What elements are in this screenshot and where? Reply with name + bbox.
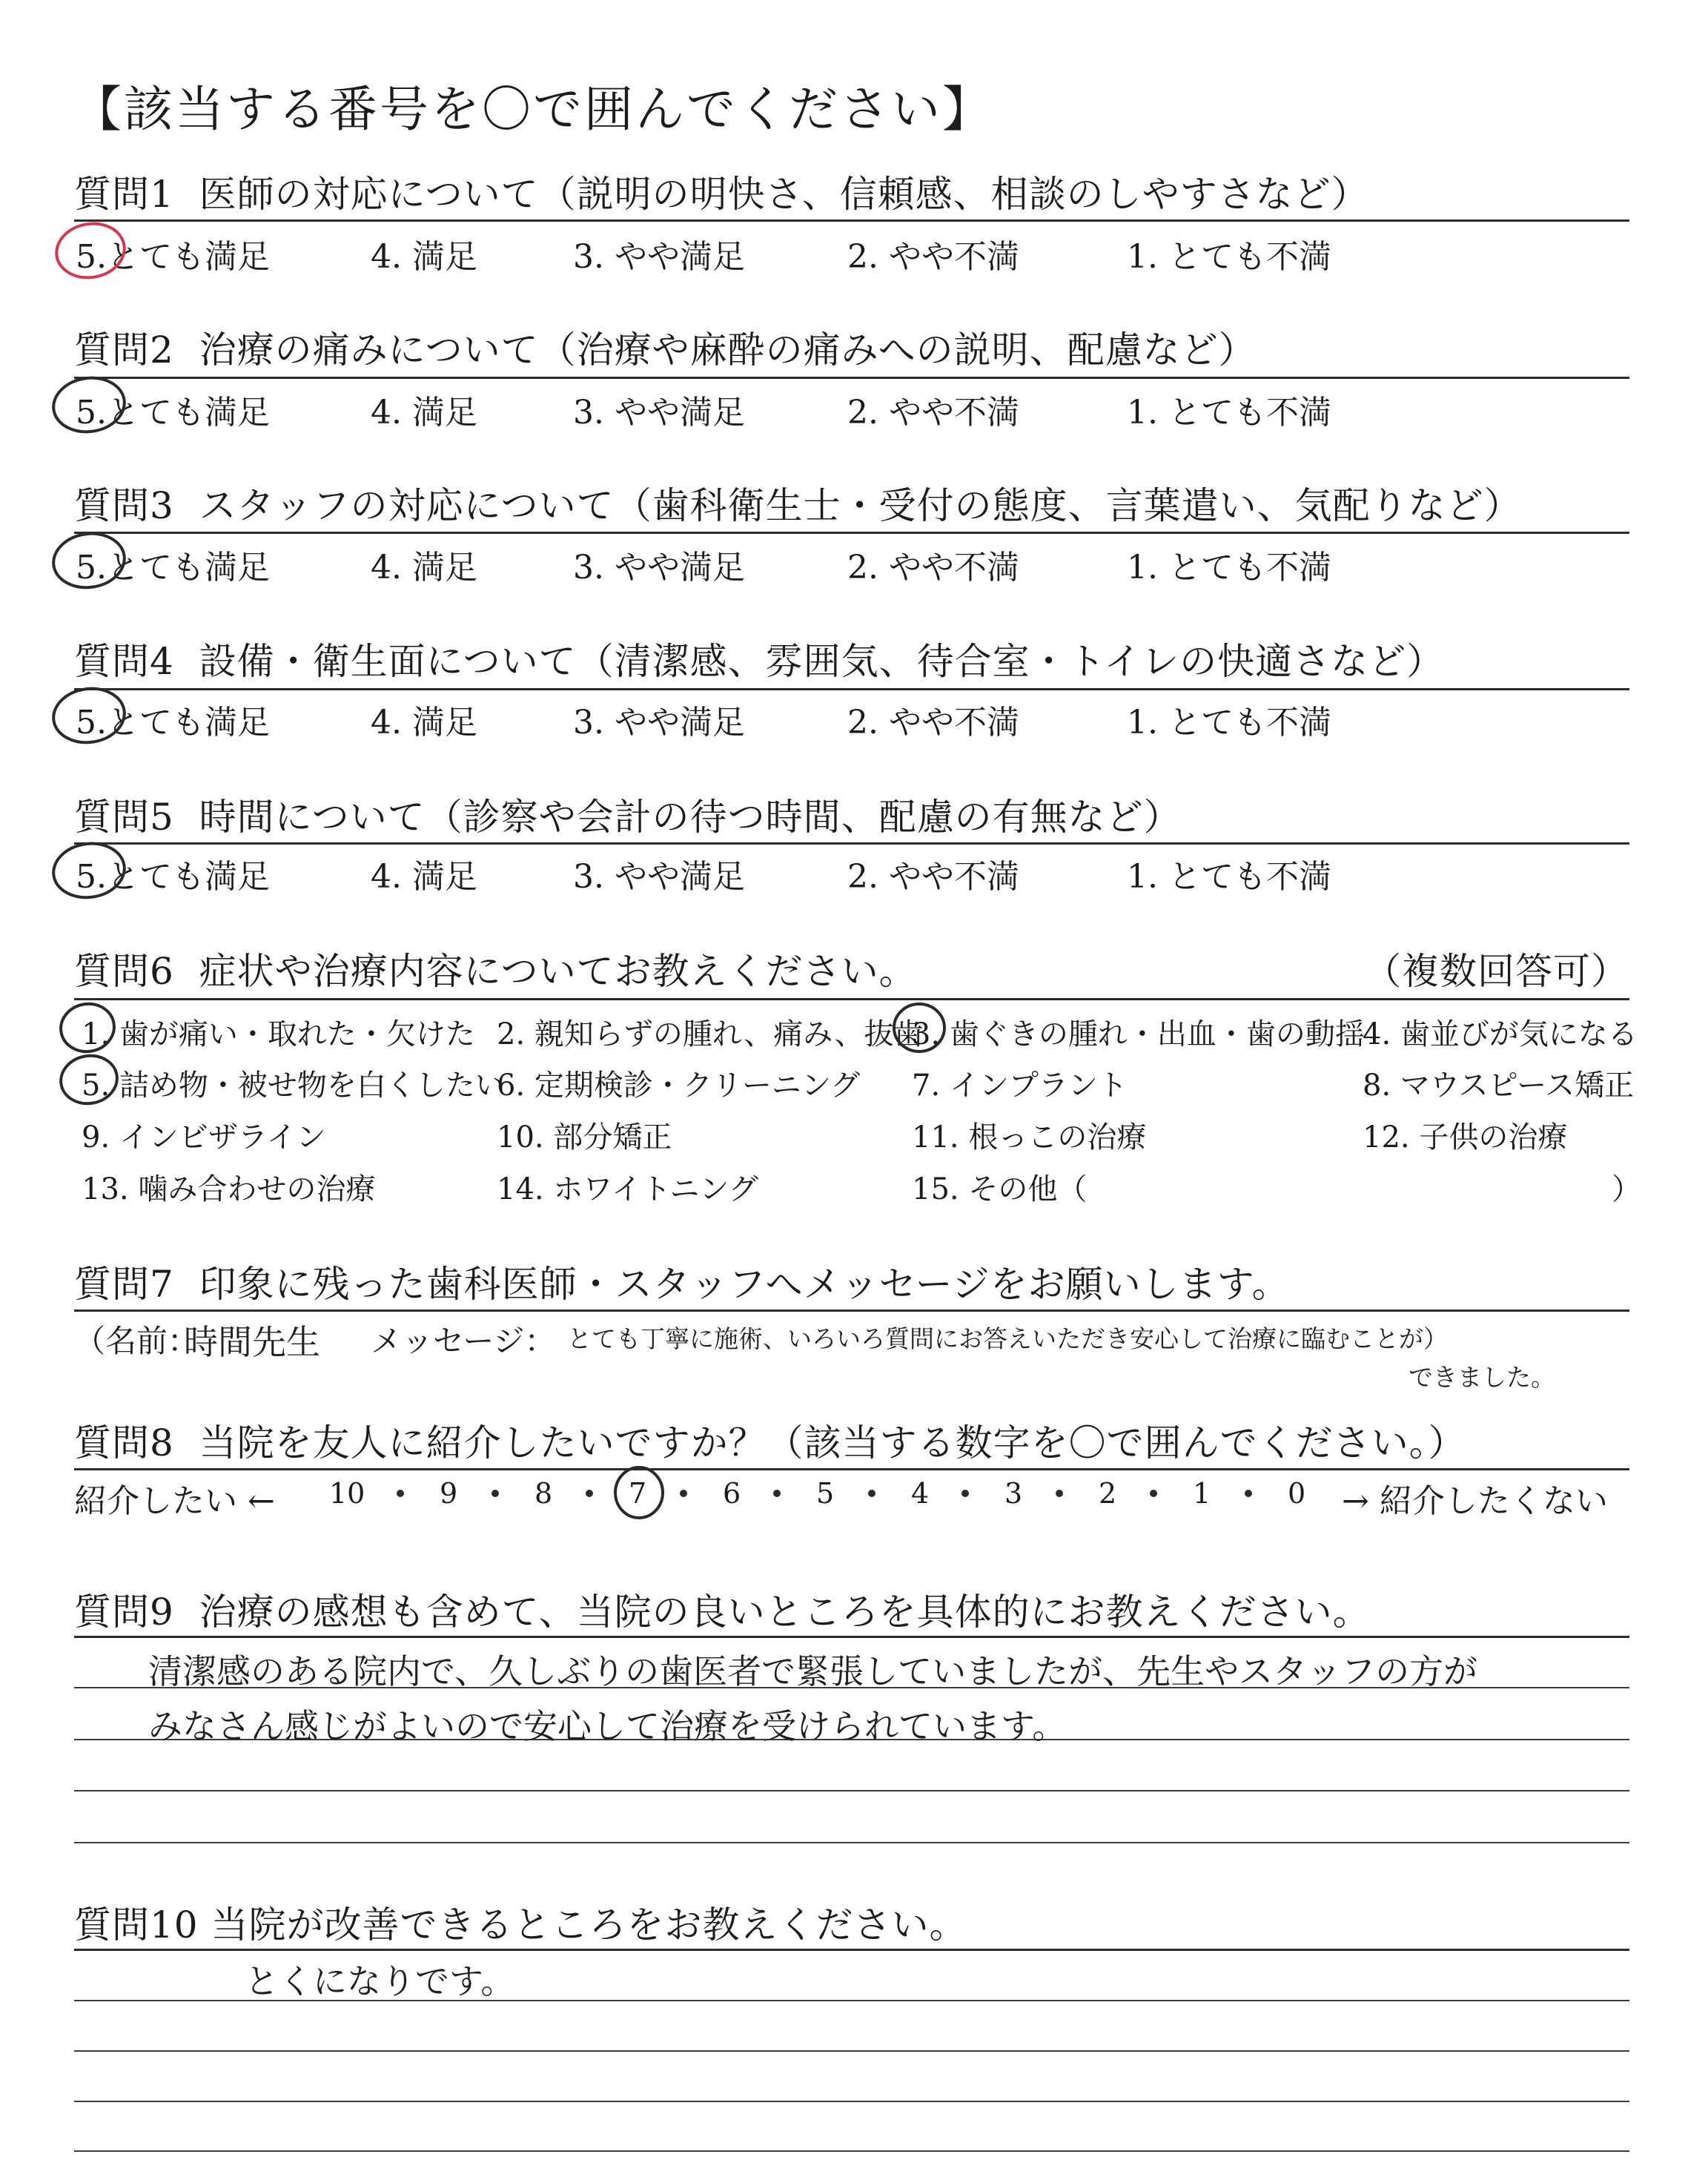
q6-text: 症状や治療内容についてお教えください。 [199, 950, 917, 993]
q6-option-6[interactable]: 6. 定期検診・クリーニング [497, 1069, 861, 1103]
q9-text: 治療の感想も含めて、当院の良いところを具体的にお教えください。 [199, 1591, 1371, 1634]
q6-option-5[interactable]: 5. 詰め物・被せ物を白くしたい [82, 1069, 505, 1103]
q7-name-value[interactable]: 時間先生 [184, 1322, 320, 1362]
q1-option-3[interactable]: 3. やや満足 [573, 238, 745, 276]
q3-option-2[interactable]: 2. やや不満 [847, 549, 1019, 587]
q8-score-4[interactable]: 4 [911, 1477, 930, 1510]
q6-selected-circle-5 [57, 1051, 121, 1108]
q6-option-7[interactable]: 7. インプラント [912, 1069, 1128, 1103]
q6-option-10[interactable]: 10. 部分矯正 [497, 1120, 672, 1155]
q6-option-1[interactable]: 1. 歯が痛い・取れた・欠けた [82, 1017, 475, 1051]
q4-option-2[interactable]: 2. やや不満 [847, 704, 1019, 742]
q3-selected-circle [50, 529, 128, 592]
q8-score-7[interactable]: 7 [629, 1477, 647, 1510]
q9-answer-line2[interactable]: みなさん感じがよいので安心して治療を受けられています。 [148, 1706, 1067, 1746]
q6-option-15-close: ） [1612, 1172, 1641, 1206]
q8-score-9[interactable]: 9 [440, 1477, 458, 1510]
q7-message-label: メッセージ： [371, 1323, 556, 1359]
q5-text: 時間について（診察や会計の待つ時間、配慮の有無など） [199, 796, 1182, 839]
q3-text: スタッフの対応について（歯科衛生士・受付の態度、言葉遣い、気配りなど） [199, 484, 1522, 527]
q6-option-13[interactable]: 13. 噛み合わせの治療 [82, 1172, 376, 1206]
q1-text: 医師の対応について（説明の明快さ、信頼感、相談のしやすさなど） [199, 173, 1369, 216]
q3-option-1[interactable]: 1. とても不満 [1127, 549, 1331, 587]
q1-option-2[interactable]: 2. やや不満 [847, 238, 1019, 276]
q1-option-1[interactable]: 1. とても不満 [1127, 238, 1331, 276]
q8-score-1[interactable]: 1 [1193, 1477, 1211, 1510]
q5-option-4[interactable]: 4. 満足 [371, 858, 477, 896]
q2-option-3[interactable]: 3. やや満足 [573, 394, 745, 432]
q7-name-label: （名前： [74, 1323, 199, 1359]
q2-option-5[interactable]: 5.とても満足 [76, 394, 270, 432]
q5-option-2[interactable]: 2. やや不満 [847, 858, 1019, 896]
q5-option-1[interactable]: 1. とても不満 [1127, 858, 1331, 896]
q6-note: （複数回答可） [1364, 950, 1629, 993]
q3-label: 質問3 [74, 484, 174, 527]
q4-label: 質問4 [74, 640, 174, 683]
q8-score-8[interactable]: 8 [534, 1477, 553, 1510]
q2-option-4[interactable]: 4. 満足 [371, 394, 477, 432]
q6-option-4[interactable]: 4. 歯並びが気になる [1363, 1017, 1638, 1051]
q8-score-3[interactable]: 3 [1004, 1477, 1023, 1510]
q1-option-4[interactable]: 4. 満足 [371, 238, 477, 276]
q8-label: 質問8 [74, 1421, 174, 1464]
q4-option-1[interactable]: 1. とても不満 [1127, 704, 1331, 742]
q2-label: 質問2 [74, 328, 174, 371]
q2-option-1[interactable]: 1. とても不満 [1127, 394, 1331, 432]
q2-text: 治療の痛みについて（治療や麻酔の痛みへの説明、配慮など） [199, 328, 1257, 371]
q7-text: 印象に残った歯科医師・スタッフへメッセージをお願いします。 [199, 1263, 1290, 1306]
q7-message-line2[interactable]: できました。 [1409, 1363, 1555, 1392]
q8-scale-dots [397, 1490, 1252, 1497]
q8-score-5[interactable]: 5 [816, 1477, 835, 1510]
q6-selected-circle-3 [894, 1004, 944, 1051]
q4-option-4[interactable]: 4. 満足 [371, 704, 477, 742]
q1-option-5[interactable]: 5.とても満足 [76, 238, 270, 276]
q8-score-10[interactable]: 10 [329, 1477, 365, 1510]
q10-answer[interactable]: とくになりです。 [245, 1961, 515, 2001]
q9-answer-line1[interactable]: 清潔感のある院内で、久しぶりの歯医者で緊張していましたが、先生やスタッフの方が [148, 1651, 1478, 1691]
q8-left-label: 紹介したい ← [74, 1482, 275, 1520]
q6-option-3[interactable]: 3. 歯ぐきの腫れ・出血・歯の動揺 [912, 1017, 1365, 1051]
q8-score-6[interactable]: 6 [723, 1477, 741, 1510]
q8-text: 当院を友人に紹介したいですか？（該当する数字を〇で囲んでください。） [199, 1421, 1466, 1464]
q7-label: 質問7 [74, 1263, 174, 1306]
q8-score-0[interactable]: 0 [1288, 1477, 1306, 1510]
q6-option-11[interactable]: 11. 根っこの治療 [912, 1120, 1147, 1155]
q4-text: 設備・衛生面について（清潔感、雰囲気、待合室・トイレの快適さなど） [199, 640, 1445, 683]
form-title: 【該当する番号を〇で囲んでください】 [73, 81, 993, 138]
q6-selected-circle-1 [57, 1000, 118, 1056]
q4-option-5[interactable]: 5.とても満足 [76, 704, 270, 742]
q9-label: 質問9 [74, 1591, 174, 1634]
q4-option-3[interactable]: 3. やや満足 [573, 704, 745, 742]
q1-selected-circle [52, 219, 128, 283]
q3-option-3[interactable]: 3. やや満足 [573, 549, 745, 587]
q5-option-5[interactable]: 5.とても満足 [76, 858, 270, 896]
q4-selected-circle [50, 684, 128, 747]
q5-label: 質問5 [74, 796, 174, 839]
q6-option-15[interactable]: 15. その他（ [912, 1172, 1088, 1206]
q7-message-line1[interactable]: とても丁寧に施術、いろいろ質問にお答えいただき安心して治療に臨むことが） [567, 1324, 1448, 1353]
q10-text: 当院が改善できるところをお教えください。 [211, 1903, 967, 1946]
q2-selected-circle [50, 374, 128, 437]
q6-option-9[interactable]: 9. インビザライン [82, 1120, 326, 1155]
q10-label: 質問10 [74, 1903, 199, 1946]
q5-selected-circle [50, 839, 128, 902]
q3-option-5[interactable]: 5.とても満足 [76, 549, 270, 587]
q6-option-14[interactable]: 14. ホワイトニング [497, 1172, 758, 1206]
q6-option-8[interactable]: 8. マウスピース矯正 [1363, 1069, 1635, 1103]
q6-label: 質問6 [74, 950, 174, 993]
q8-selected-circle [615, 1467, 663, 1518]
q8-right-label: → 紹介したくない [1342, 1482, 1608, 1520]
q1-label: 質問1 [74, 173, 174, 216]
q2-option-2[interactable]: 2. やや不満 [847, 394, 1019, 432]
q6-option-2[interactable]: 2. 親知らずの腫れ、痛み、抜歯 [497, 1017, 924, 1051]
q3-option-4[interactable]: 4. 満足 [371, 549, 477, 587]
q8-score-2[interactable]: 2 [1099, 1477, 1117, 1510]
q6-option-12[interactable]: 12. 子供の治療 [1363, 1120, 1568, 1155]
q5-option-3[interactable]: 3. やや満足 [573, 858, 745, 896]
